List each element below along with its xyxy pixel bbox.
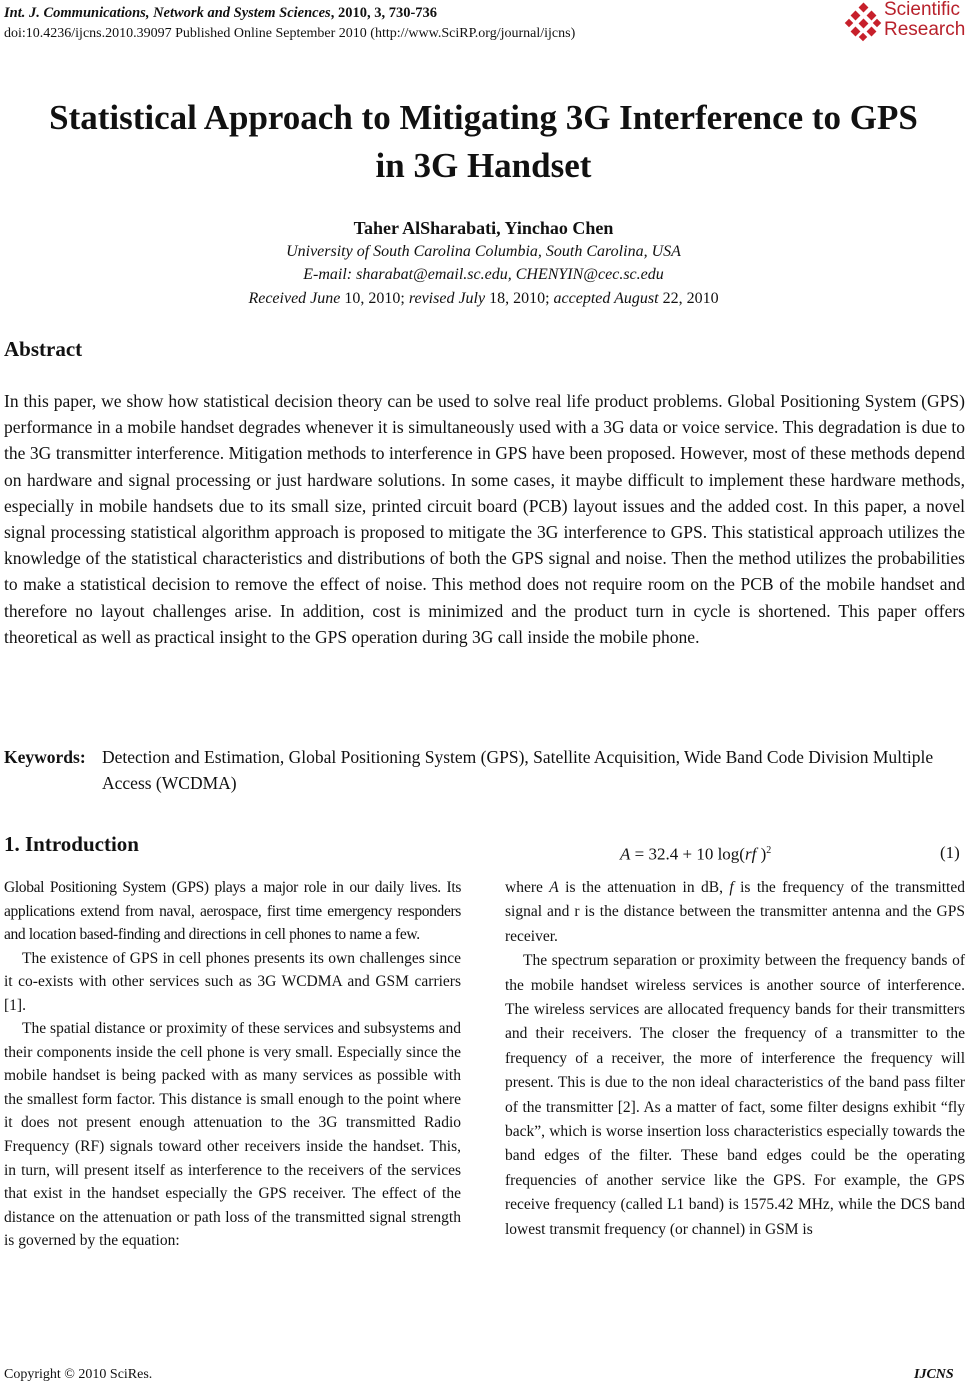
publisher-wordmark [884,0,965,40]
right-paragraph-1 [505,876,965,949]
received-date: 10, 2010; [340,290,409,307]
abstract-heading: Abstract [4,337,83,361]
equation-const: 32.4 + 10 log( [648,844,745,864]
equation-exponent: 2 [766,845,772,856]
keywords-text: Detection and Estimation, Global Positioning System (GPS), Satellite Acquisition, Wide Band Code Division Multiple Access (WCDMA) [102,747,934,793]
equation-var: rf [744,844,757,864]
publisher-logo [844,0,967,44]
keywords-label: Keywords: [4,747,86,767]
equation-eq-sign: = [630,844,649,864]
email-addresses: : sharabat@email.sc.edu, CHENYIN@cec.sc.edu [346,266,664,283]
journal-volume: , 2010, 3, 730-736 [330,5,438,21]
revised-date: 18, 2010; [485,290,554,307]
revised-label: revised July [408,290,486,307]
rp1-var-f: f [729,879,734,896]
rp1-text-2: is the attenuation in dB, [558,879,730,896]
rp1-text-1: where [505,879,550,896]
paper-title [0,94,967,190]
dates-line [0,288,967,310]
right-column [505,876,965,1242]
right-paragraph-2: The spectrum separation or proximity between the frequency bands of the mobile handset wireless services is another source of interference. The wireless services are allocated frequency bands for their transmitters and their receivers. The closer the frequency of a transmitter to the frequency of a receiver, the more of interference the frequency will present. This is due to the non ideal characteristics of the band pass filter of the transmitter [2]. As a matter of fact, some filter designs exhibit “fly back”, which is worse insertion loss characteristics especially towards the band edges of the filter. These band edges could be the operating frequencies of another service like the GPS. For example, the GPS receive frequency (called L1 band) is 1575.42 MHz, while the DCS band lowest transmit frequency (or channel) in GSM is [505,952,965,1238]
intro-paragraph-2: The existence of GPS in cell phones presents its own challenges since it co-exists with other services such as 3G WCDMA and GSM carriers [1]. [4,949,461,1014]
intro-paragraph-3: The spatial distance or proximity of these services and subsystems and their components inside the cell phone is very small. Especially since the mobile handset is being packed with as many services as possible with the smallest form factor. This distance is small enough to the point where it does not present enough attenuation to the 3G transmitted Radio Frequency (RF) signals toward other receivers inside the handset. This, in turn, will present itself as interference to the receivers of the services that exist in the handset especially the GPS receiver. The effect of the distance on the attenuation or path loss of the transmitted signal strength is governed by the equation: [4,1020,461,1250]
title-line-1: Statistical Approach to Mitigating 3G Interference to GPS [49,98,918,137]
publisher-word-1: Scientific [884,0,961,20]
journal-citation [4,4,437,23]
email-label: E-mail [303,266,347,283]
equation-number: (1) [940,843,960,862]
doi-line: doi:10.4236/ijcns.2010.39097 Published Online September 2010 (http://www.SciRP.org/journal/ijcns) [4,26,576,41]
email-line [0,264,967,286]
journal-name: Int. J. Communications, Network and System Sciences [4,5,331,21]
copyright-footer: Copyright © 2010 SciRes. [4,1367,153,1382]
scirp-logo-icon [844,2,884,42]
section-heading-introduction: 1. Introduction [4,832,139,856]
authors: Taher AlSharabati, Yinchao Chen [353,218,614,238]
intro-paragraph-1: Global Positioning System (GPS) plays a major role in our daily lives. Its applications extend from naval, aerospace, first time emergency responders and location based-finding and directions in cell phones to name a few. [4,879,461,944]
accepted-label: accepted August [553,290,659,307]
equation-1 [620,838,771,868]
rp1-var-a: A [549,879,559,896]
abstract-text: In this paper, we show how statistical decision theory can be used to solve real life product problems. Global Positioning System (GPS) performance in a mobile handset degrades whenever it is simultaneously used with a 3G data or voice service. This degradation is due to the 3G transmitter interference. Mitigation methods to interference in GPS have been proposed. However, most of these methods depend on hardware and signal processing or just hardware solutions. In some cases, it maybe difficult to implement these hardware methods, especially in mobile handsets due to its small size, printed circuit board (PCB) layout issues and the added cost. In this paper, a novel signal processing statistical algorithm approach is proposed to mitigate the 3G interference to GPS. This statistical approach utilizes the knowledge of the statistical characteristics and distributions of both the GPS signal and noise. Then the method utilizes the probabilities to make a statistical decision to remove the effect of noise. This method does not require room on the PCB of the mobile handset and therefore no layout challenges arise. In addition, cost is minimized and the product turn in cycle is shortened. This paper offers theoretical as well as practical insight to the GPS operation during 3G call inside the mobile phone. [4,391,965,647]
equation-lhs: A [620,844,631,864]
received-label: Received June [248,290,341,307]
journal-abbrev-footer: IJCNS [914,1367,954,1382]
publisher-word-2: Research [884,19,966,40]
equation-close: ) [756,844,767,864]
left-column [4,876,461,1253]
title-line-2: in 3G Handset [375,146,592,185]
accepted-date: 22, 2010 [658,290,719,307]
affiliation: University of South Carolina Columbia, South Carolina, USA [286,243,681,260]
rp1-text-3: is the frequency of the transmitted signal and r is the distance between the transmitter antenna and the GPS receiver. [505,879,965,945]
